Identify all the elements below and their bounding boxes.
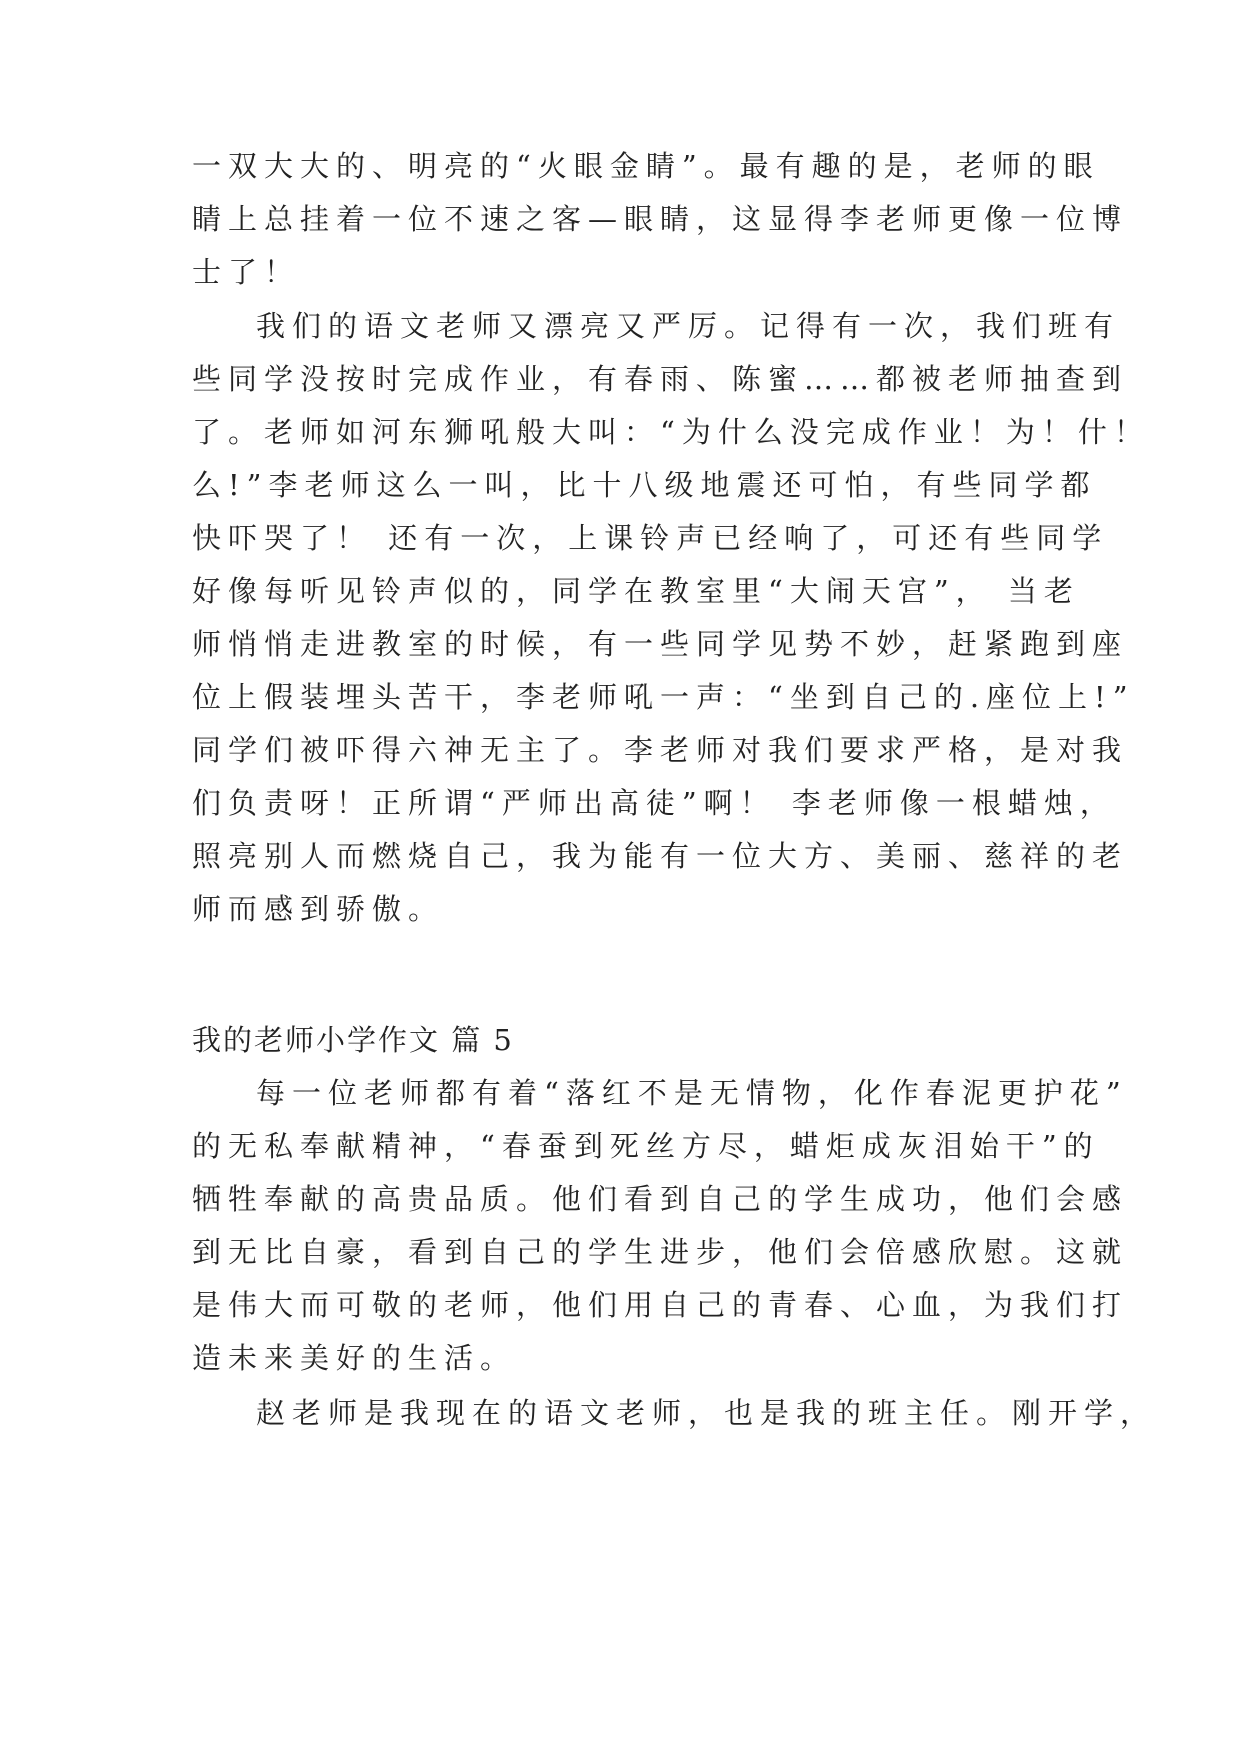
text-line: 师悄悄走进教室的时候，有一些同学见势不妙，赶紧跑到座 (192, 627, 1129, 661)
text-line: 造未来美好的生活。 (192, 1341, 517, 1375)
text-line: 睛上总挂着一位不速之客—眼睛，这显得李老师更像一位博 (192, 202, 1129, 236)
text-line: 我们的语文老师又漂亮又严厉。记得有一次，我们班有 (256, 309, 1121, 343)
text-line: 师而感到骄傲。 (192, 892, 445, 926)
text-line: 同学们被吓得六神无主了。李老师对我们要求严格，是对我 (192, 733, 1129, 767)
text-line: 赵老师是我现在的语文老师，也是我的班主任。刚开学， (256, 1396, 1157, 1430)
text-line: 好像每听见铃声似的，同学在教室里“大闹天宫”， 当老 (192, 574, 1080, 608)
text-line: 是伟大而可敬的老师，他们用自己的青春、心血，为我们打 (192, 1288, 1129, 1322)
text-line: 每一位老师都有着“落红不是无情物，化作春泥更护花” (256, 1076, 1128, 1110)
text-line: 了。老师如河东狮吼般大叫：“为什么没完成作业！为！什！ (192, 415, 1150, 449)
text-line: 们负责呀！正所谓“严师出高徒”啊！ 李老师像一根蜡烛， (192, 786, 1116, 820)
text-line: 牺牲奉献的高贵品质。他们看到自己的学生成功，他们会感 (192, 1182, 1129, 1216)
text-line: 快吓哭了！ 还有一次，上课铃声已经响了，可还有些同学 (192, 521, 1109, 555)
text-line: 些同学没按时完成作业，有春雨、陈蜜……都被老师抽查到 (192, 362, 1129, 396)
text-line: 照亮别人而燃烧自己，我为能有一位大方、美丽、慈祥的老 (192, 839, 1129, 873)
text-line: 士了！ (192, 255, 301, 289)
text-line: 到无比自豪，看到自己的学生进步，他们会倍感欣慰。这就 (192, 1235, 1129, 1269)
text-line: 么!”李老师这么一叫，比十八级地震还可怕，有些同学都 (192, 468, 1097, 502)
text-line: 一双大大的、明亮的“火眼金睛”。最有趣的是，老师的眼 (192, 149, 1100, 183)
text-line: 的无私奉献精神，“春蚕到死丝方尽，蜡炬成灰泪始干”的 (192, 1129, 1100, 1163)
section-heading: 我的老师小学作文 篇 5 (192, 1023, 514, 1057)
text-line: 位上假装埋头苦干，李老师吼一声：“坐到自己的.座位上!” (192, 680, 1135, 714)
